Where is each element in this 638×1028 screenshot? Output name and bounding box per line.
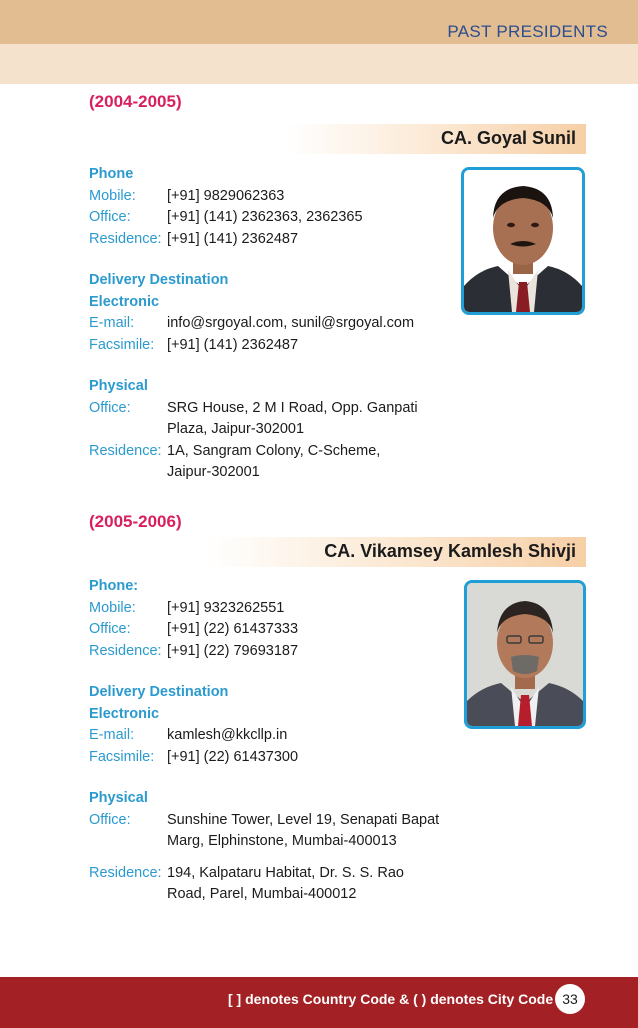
p1-office-row xyxy=(89,207,509,229)
p2-mobile-row xyxy=(89,598,509,620)
p1-portrait xyxy=(461,167,585,315)
p1-residence: [+91] (141) 2362487 xyxy=(167,230,299,247)
p1-mobile-label: Mobile: xyxy=(89,187,136,204)
page-number: 33 xyxy=(555,984,585,1014)
p1-fax: [+91] (141) 2362487 xyxy=(167,336,299,353)
p2-email-row xyxy=(89,725,509,747)
p1-fax-row xyxy=(89,335,509,357)
p2-residence: [+91] (22) 79693187 xyxy=(167,642,299,659)
p2-fax-label: Facsimile: xyxy=(89,748,155,765)
p1-residence-address-line2: Jaipur-302001 xyxy=(167,464,260,480)
p2-period: (2005-2006) xyxy=(89,512,182,531)
footer-band xyxy=(0,977,638,1028)
p2-portrait xyxy=(464,580,586,729)
p1-office-label: Office: xyxy=(89,209,131,225)
p2-contact xyxy=(89,576,509,906)
p1-name-bar xyxy=(286,124,586,154)
p2-physical-heading: Physical xyxy=(89,790,148,806)
p2-phone-heading: Phone: xyxy=(89,578,139,594)
p2-office-address-row xyxy=(89,810,509,853)
p2-electronic-heading: Electronic xyxy=(89,705,160,722)
p2-name-bar xyxy=(206,537,586,567)
p2-residence-address-line1: 194, Kalpataru Habitat, Dr. S. S. Rao xyxy=(167,864,404,881)
p1-office: [+91] (141) 2362363, 2362365 xyxy=(167,209,363,225)
p2-fax-row xyxy=(89,747,509,769)
p2-residence-row xyxy=(89,641,509,663)
p2-residence-address-label: Residence: xyxy=(89,864,162,881)
p1-residence-label: Residence: xyxy=(89,230,162,247)
p2-mobile-label: Mobile: xyxy=(89,599,136,616)
p2-name: CA. Vikamsey Kamlesh Shivji xyxy=(324,541,576,561)
p1-mobile-row xyxy=(89,186,509,208)
p1-contact xyxy=(89,164,509,484)
p1-office-address-label: Office: xyxy=(89,399,131,416)
p1-email[interactable]: info@srgoyal.com, sunil@srgoyal.com xyxy=(167,315,415,331)
p2-residence-address-row xyxy=(89,863,509,906)
p2-office-label: Office: xyxy=(89,621,131,637)
p2-residence-address-line2: Road, Parel, Mumbai-400012 xyxy=(167,886,357,902)
page-title: PAST PRESIDENTS xyxy=(447,22,608,41)
p2-mobile: [+91] 9323262551 xyxy=(167,599,285,616)
p1-residence-address-line1: 1A, Sangram Colony, C-Scheme, xyxy=(167,442,381,459)
p1-electronic-heading: Electronic xyxy=(89,293,160,310)
p1-email-label: E-mail: xyxy=(89,315,135,331)
p2-residence-label: Residence: xyxy=(89,642,162,659)
p1-fax-label: Facsimile: xyxy=(89,336,155,353)
header-subband xyxy=(0,44,638,84)
p1-office-address-line2: Plaza, Jaipur-302001 xyxy=(167,421,305,437)
p1-period: (2004-2005) xyxy=(89,92,182,111)
p2-delivery-heading: Delivery Destination xyxy=(89,684,229,700)
p2-office-row xyxy=(89,619,509,641)
p2-fax: [+91] (22) 61437300 xyxy=(167,748,299,765)
p1-name: CA. Goyal Sunil xyxy=(440,128,576,148)
p2-email[interactable]: kamlesh@kkcllp.in xyxy=(167,727,288,743)
p1-office-address-row xyxy=(89,398,509,441)
p2-office: [+91] (22) 61437333 xyxy=(167,621,299,637)
p1-residence-address-row xyxy=(89,441,509,484)
p2-office-address-label: Office: xyxy=(89,811,131,828)
p2-email-label: E-mail: xyxy=(89,727,135,743)
p2-office-address-line1: Sunshine Tower, Level 19, Senapati Bapat xyxy=(167,811,440,828)
p1-office-address-line1: SRG House, 2 M I Road, Opp. Ganpati xyxy=(167,399,418,416)
p1-residence-address-label: Residence: xyxy=(89,442,162,459)
p2-office-address-line2: Marg, Elphinstone, Mumbai-400013 xyxy=(167,833,397,849)
p1-email-row xyxy=(89,313,509,335)
p1-residence-row xyxy=(89,229,509,251)
p1-physical-heading: Physical xyxy=(89,378,148,394)
p1-phone-heading: Phone xyxy=(89,166,134,182)
p1-mobile: [+91] 9829062363 xyxy=(167,187,285,204)
footer-note: [ ] denotes Country Code & ( ) denotes City Code xyxy=(228,991,554,1007)
p1-delivery-heading: Delivery Destination xyxy=(89,272,229,288)
